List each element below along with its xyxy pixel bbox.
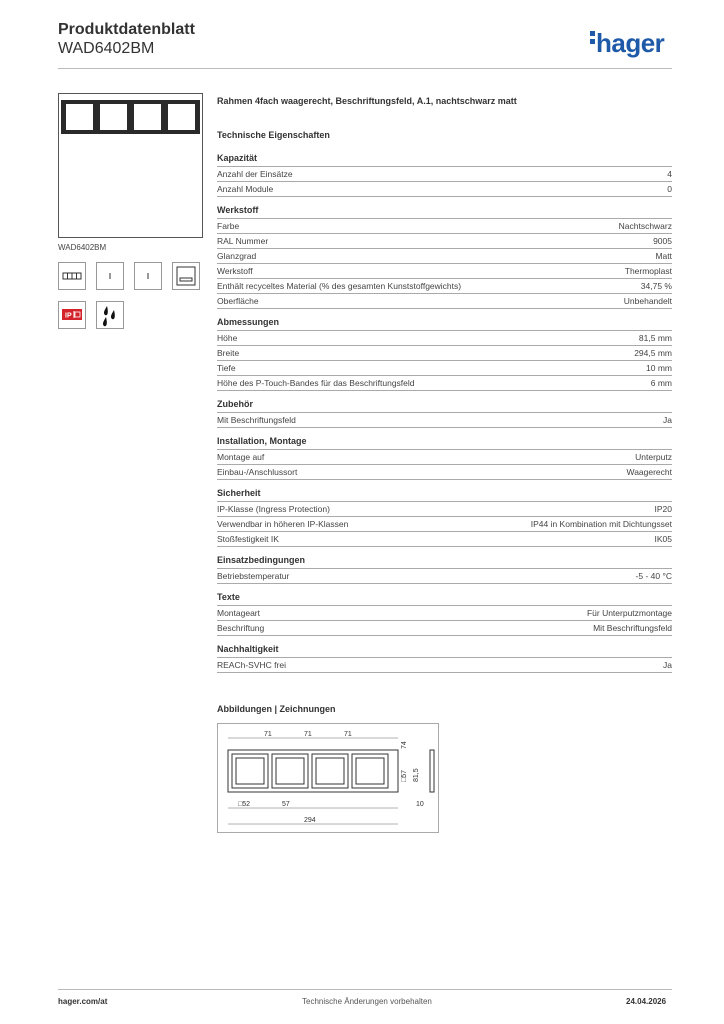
- spec-row: [217, 413, 672, 428]
- spec-value: Mit Beschriftungsfeld: [593, 623, 672, 633]
- dim-pitch-3: 71: [344, 731, 352, 738]
- spec-value: 9005: [653, 236, 672, 246]
- frame-picture: [59, 94, 202, 237]
- spec-value: Ja: [663, 660, 672, 670]
- spec-value: 34,75 %: [640, 281, 672, 291]
- spec-value: Nachtschwarz: [618, 221, 672, 231]
- single-frame-icon: [96, 262, 124, 290]
- spec-value: Waagerecht: [626, 467, 672, 477]
- spec-table: [217, 151, 672, 679]
- spec-label: Höhe des P-Touch-Bandes für das Beschriftungsfeld: [217, 378, 415, 388]
- spec-row: [217, 182, 672, 197]
- product-image-caption: WAD6402BM: [58, 243, 107, 252]
- spec-section-title: Sicherheit: [217, 488, 261, 498]
- ip-rating-icon: [58, 301, 86, 329]
- spec-section-title: Abmessungen: [217, 317, 280, 327]
- spec-row: [217, 621, 672, 636]
- spec-section-title: Installation, Montage: [217, 436, 307, 446]
- dim-width: 294: [304, 817, 316, 824]
- spec-label: Betriebstemperatur: [217, 571, 290, 581]
- spec-section: [217, 434, 672, 480]
- dim-inner: □57: [401, 769, 408, 782]
- spec-value: 10 mm: [646, 363, 672, 373]
- spec-label: Enthält recyceltes Material (% des gesamten Kunststoffgewichts): [217, 281, 462, 291]
- spec-row: [217, 167, 672, 182]
- four-gang-frame-icon: [58, 262, 86, 290]
- spec-section: [217, 203, 672, 309]
- spec-row: [217, 346, 672, 361]
- spec-row: [217, 502, 672, 517]
- spec-section: [217, 151, 672, 197]
- spec-section-title: Zubehör: [217, 399, 253, 409]
- page-title: Produktdatenblatt: [58, 21, 195, 38]
- footer-website: hager.com/at: [58, 997, 108, 1006]
- spec-row: [217, 361, 672, 376]
- spec-label: Montage auf: [217, 452, 265, 462]
- drawing-heading: Abbildungen | Zeichnungen: [217, 704, 336, 714]
- spec-value: Matt: [655, 251, 672, 261]
- spec-label: Oberfläche: [217, 296, 259, 306]
- dim-insert: □52: [238, 801, 251, 808]
- spec-label: Montageart: [217, 608, 260, 618]
- spec-row: [217, 249, 672, 264]
- spec-label: Verwendbar in höheren IP-Klassen: [217, 519, 349, 529]
- spec-value: 294,5 mm: [634, 348, 672, 358]
- product-description: Rahmen 4fach waagerecht, Beschriftungsfeld, A.1, nachtschwarz matt: [217, 96, 517, 106]
- spec-row: [217, 532, 672, 547]
- spec-label: Beschriftung: [217, 623, 265, 633]
- svg-text:IP: IP: [65, 312, 72, 320]
- spec-label: Anzahl Module: [217, 184, 274, 194]
- spec-value: 0: [667, 184, 672, 194]
- spec-value: Für Unterputzmontage: [586, 608, 672, 618]
- dim-module: 57: [282, 801, 290, 808]
- spec-row: [217, 517, 672, 532]
- spec-label: REACh-SVHC frei: [217, 660, 286, 670]
- label-field-icon: [172, 262, 200, 290]
- hager-logo: [590, 28, 664, 59]
- spec-label: Mit Beschriftungsfeld: [217, 415, 296, 425]
- logo-dots-icon: [590, 28, 595, 44]
- spec-row: [217, 606, 672, 621]
- spec-row: [217, 465, 672, 480]
- spec-value: IP44 in Kombination mit Dichtungsset: [530, 519, 672, 529]
- spec-value: 6 mm: [650, 378, 672, 388]
- spec-row: [217, 658, 672, 673]
- spec-row: [217, 234, 672, 249]
- single-frame-icon: [134, 262, 162, 290]
- spec-value: 4: [667, 169, 672, 179]
- tech-heading: Technische Eigenschaften: [217, 130, 330, 140]
- spec-value: Unbehandelt: [623, 296, 672, 306]
- footer-disclaimer: Technische Änderungen vorbehalten: [302, 997, 432, 1006]
- spec-value: Unterputz: [635, 452, 672, 462]
- spec-label: Glanzgrad: [217, 251, 257, 261]
- product-image: [58, 93, 203, 238]
- spec-value: IK05: [654, 534, 672, 544]
- spec-section: [217, 590, 672, 636]
- spec-row: [217, 450, 672, 465]
- footer-date: 24.04.2026: [626, 997, 667, 1006]
- spec-row: [217, 279, 672, 294]
- spec-section: [217, 642, 672, 673]
- spec-label: Höhe: [217, 333, 238, 343]
- footer-divider: [58, 989, 672, 990]
- spec-label: Einbau-/Anschlussort: [217, 467, 298, 477]
- spec-section: [217, 553, 672, 584]
- spec-row: [217, 331, 672, 346]
- dim-outer: 81,5: [413, 768, 420, 782]
- dim-pitch-2: 71: [304, 731, 312, 738]
- spec-label: Werkstoff: [217, 266, 253, 276]
- spec-label: Farbe: [217, 221, 240, 231]
- spec-label: Breite: [217, 348, 240, 358]
- water-drops-icon: [96, 301, 124, 329]
- product-model: WAD6402BM: [58, 40, 155, 57]
- spec-value: Thermoplast: [624, 266, 672, 276]
- spec-label: Anzahl der Einsätze: [217, 169, 293, 179]
- logo-text: hager: [596, 28, 665, 58]
- spec-section: [217, 315, 672, 391]
- dim-height-top: 74: [401, 741, 408, 749]
- dim-depth: 10: [416, 801, 424, 808]
- spec-row: [217, 294, 672, 309]
- spec-section-title: Texte: [217, 592, 240, 602]
- spec-label: RAL Nummer: [217, 236, 269, 246]
- spec-row: [217, 219, 672, 234]
- spec-row: [217, 376, 672, 391]
- spec-label: IP-Klasse (Ingress Protection): [217, 504, 330, 514]
- spec-label: Tiefe: [217, 363, 236, 373]
- spec-section-title: Werkstoff: [217, 205, 259, 215]
- spec-section-title: Kapazität: [217, 153, 258, 163]
- spec-value: IP20: [654, 504, 672, 514]
- spec-row: [217, 264, 672, 279]
- spec-section: [217, 486, 672, 547]
- header-divider: [58, 68, 672, 69]
- dim-pitch-1: 71: [264, 731, 272, 738]
- spec-section: [217, 397, 672, 428]
- spec-label: Stoßfestigkeit IK: [217, 534, 279, 544]
- spec-value: -5 - 40 °C: [635, 571, 672, 581]
- spec-value: Ja: [663, 415, 672, 425]
- spec-row: [217, 569, 672, 584]
- spec-value: 81,5 mm: [638, 333, 672, 343]
- spec-section-title: Nachhaltigkeit: [217, 644, 279, 654]
- spec-section-title: Einsatzbedingungen: [217, 555, 306, 565]
- technical-drawing: [217, 723, 439, 833]
